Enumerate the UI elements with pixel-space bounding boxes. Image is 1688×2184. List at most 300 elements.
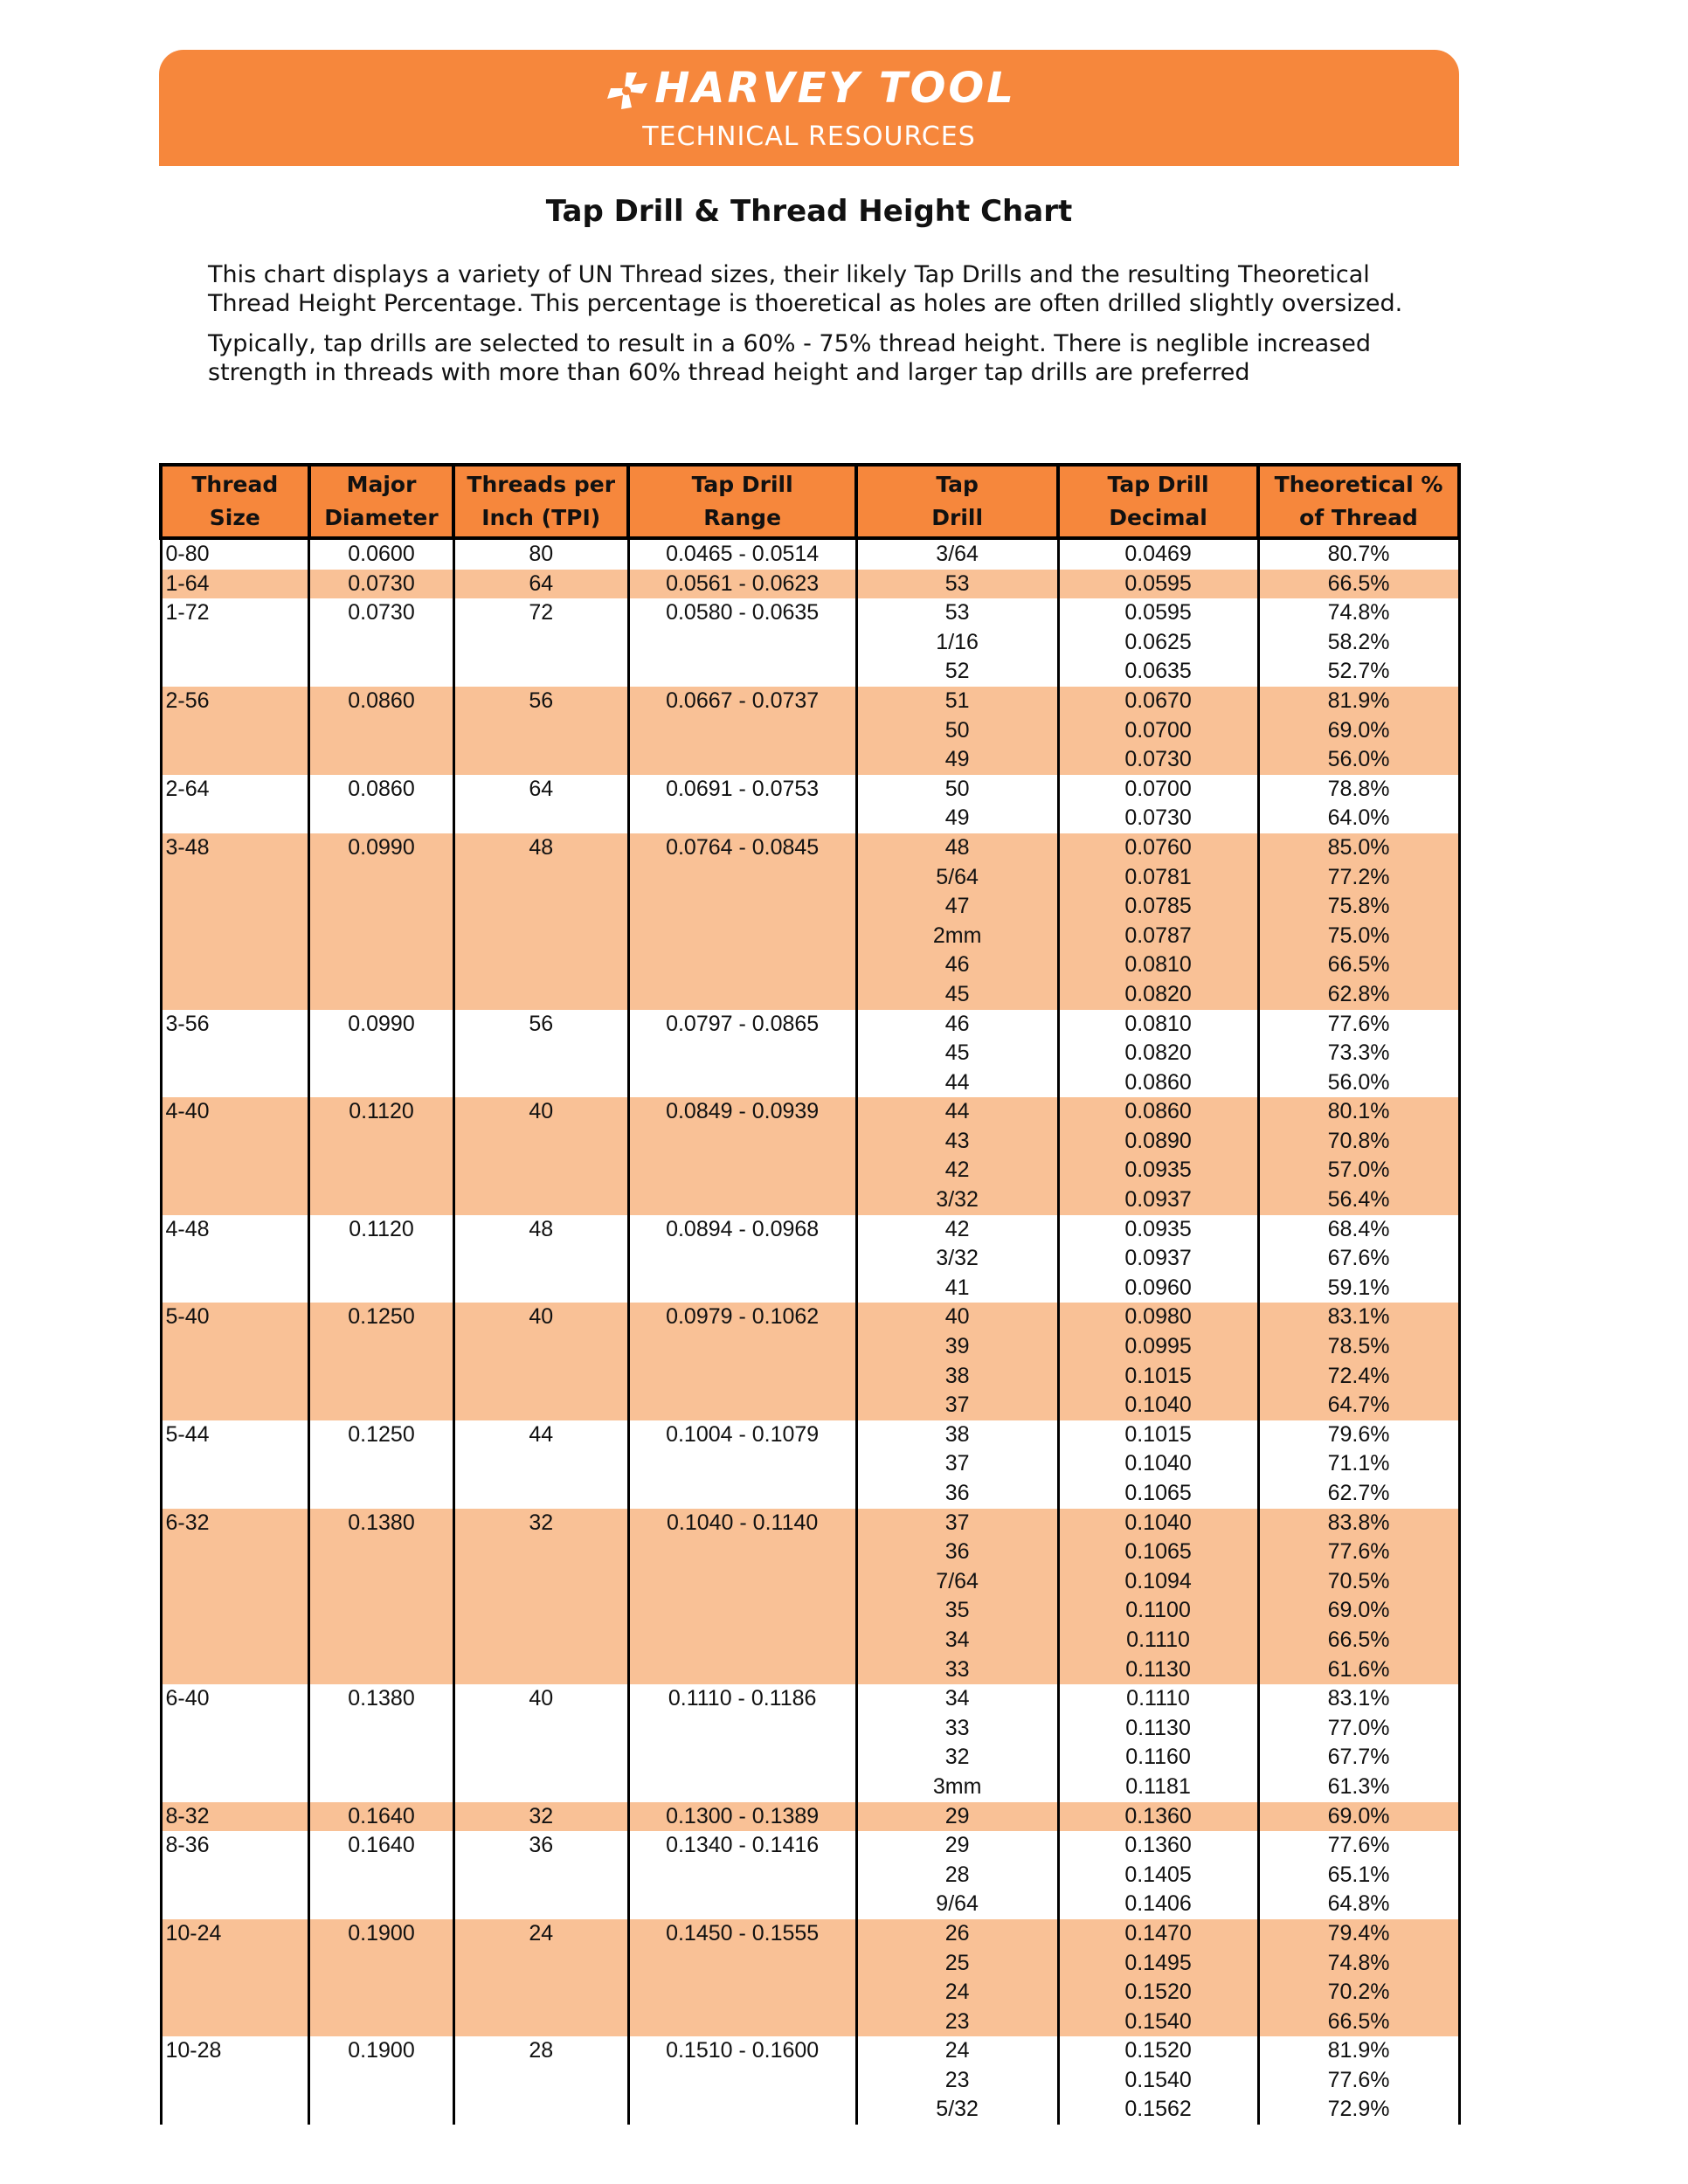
cell-value: 56.4% <box>1327 1187 1390 1213</box>
drill-decimal-cell <box>1058 1831 1258 1919</box>
drill-decimal-cell <box>1058 1509 1258 1685</box>
drill-range-cell: 0.1004 - 0.1079 <box>628 1420 856 1509</box>
tpi-cell: 80 <box>453 538 628 570</box>
cell-value: 0.1360 <box>1124 1803 1192 1828</box>
drill-range-cell: 0.1040 - 0.1140 <box>628 1509 856 1685</box>
major-diameter-cell: 0.1640 <box>309 1831 454 1919</box>
cell-value: 66.5% <box>1327 952 1390 978</box>
thread-percent-cell <box>1258 538 1459 570</box>
drill-range-cell: 0.1510 - 0.1600 <box>628 2036 856 2125</box>
cell-value: 5/64 <box>936 864 979 889</box>
cell-value: 77.6% <box>1327 1011 1390 1036</box>
table-row <box>161 2036 1459 2125</box>
cell-value: 75.8% <box>1327 894 1390 919</box>
cell-value: 83.1% <box>1327 1304 1390 1330</box>
drill-decimal-cell <box>1058 775 1258 833</box>
major-diameter-cell: 0.1250 <box>309 1420 454 1509</box>
tap-drill-cell <box>856 1010 1058 1098</box>
tap-drill-cell <box>856 538 1058 570</box>
cell-value: 52 <box>944 659 970 684</box>
cell-value: 77.2% <box>1327 864 1390 889</box>
drill-range-cell: 0.0667 - 0.0737 <box>628 687 856 775</box>
drill-decimal-cell <box>1058 1420 1258 1509</box>
intro-paragraph-2: Typically, tap drills are selected to result in a 60% - 75% thread height. There is neglible increased strength in threads with more than 60% thread height and larger tap drills are preferred <box>208 330 1372 386</box>
tap-drill-cell <box>856 1303 1058 1420</box>
cell-value: 69.0% <box>1327 1598 1390 1623</box>
cell-value: 0.0860 <box>1124 1099 1192 1124</box>
cell-value: 0.1470 <box>1124 1920 1192 1946</box>
cell-value: 0.0890 <box>1124 1128 1192 1153</box>
harvey-tool-logo <box>159 64 1459 113</box>
cutter-logo-icon <box>602 69 651 113</box>
cell-value: 7/64 <box>936 1568 979 1593</box>
cell-value: 66.5% <box>1327 2008 1390 2034</box>
cell-value: 45 <box>944 981 970 1006</box>
tap-drill-cell <box>856 1831 1058 1919</box>
cell-value: 43 <box>944 1128 970 1153</box>
logo-text: HARVEY TOOL <box>654 64 1016 113</box>
table-row <box>161 1802 1459 1832</box>
tpi-cell: 28 <box>453 2036 628 2125</box>
cell-value: 0.0820 <box>1124 1040 1192 1066</box>
cell-value: 36 <box>944 1481 970 1505</box>
cell-value: 50 <box>944 776 970 801</box>
cell-value: 2mm <box>932 923 982 948</box>
cell-value: 0.1130 <box>1125 1656 1191 1682</box>
cell-value: 85.0% <box>1327 834 1390 860</box>
cell-value: 0.1110 <box>1126 1686 1190 1711</box>
table-row <box>161 1303 1459 1420</box>
table-row <box>161 687 1459 775</box>
cell-value: 70.8% <box>1327 1128 1390 1153</box>
cell-value: 0.0785 <box>1124 894 1192 919</box>
drill-decimal-cell <box>1058 1684 1258 1801</box>
tpi-cell: 32 <box>453 1802 628 1832</box>
cell-value: 3/32 <box>936 1187 979 1213</box>
cell-value: 0.1540 <box>1124 2008 1192 2034</box>
cell-value: 56.0% <box>1327 1069 1390 1095</box>
thread-percent-cell <box>1258 1420 1459 1509</box>
tpi-cell: 48 <box>453 833 628 1010</box>
cell-value: 0.0937 <box>1124 1187 1192 1213</box>
cell-value: 68.4% <box>1327 1216 1390 1241</box>
cell-value: 46 <box>944 1011 970 1036</box>
cell-value: 64.7% <box>1327 1393 1390 1418</box>
cell-value: 9/64 <box>936 1891 979 1917</box>
cell-value: 0.1100 <box>1125 1598 1191 1623</box>
cell-value: 81.9% <box>1327 688 1390 713</box>
cell-value: 0.0625 <box>1124 629 1192 654</box>
cell-value: 44 <box>944 1069 970 1095</box>
cell-value: 0.0760 <box>1124 834 1192 860</box>
cell-value: 81.9% <box>1327 2038 1390 2063</box>
cell-value: 62.7% <box>1327 1481 1390 1505</box>
cell-value: 37 <box>944 1510 970 1535</box>
major-diameter-cell: 0.1380 <box>309 1509 454 1685</box>
tap-drill-cell <box>856 1919 1058 2036</box>
cell-value: 77.6% <box>1327 1833 1390 1858</box>
tap-drill-table <box>159 463 1461 2125</box>
cell-value: 0.1520 <box>1124 2038 1192 2063</box>
thread-percent-cell <box>1258 775 1459 833</box>
cell-value: 73.3% <box>1327 1040 1390 1066</box>
thread-percent-cell <box>1258 1097 1459 1214</box>
cell-value: 58.2% <box>1327 629 1390 654</box>
table-row <box>161 775 1459 833</box>
cell-value: 78.5% <box>1327 1334 1390 1359</box>
tap-drill-cell <box>856 1097 1058 1214</box>
header-tap-drill: Tap Drill <box>856 465 1058 538</box>
cell-value: 47 <box>944 894 970 919</box>
header-tap-drill-range: Tap Drill Range <box>628 465 856 538</box>
cell-value: 36 <box>944 1539 970 1565</box>
thread-size-cell: 3-48 <box>161 833 309 1010</box>
header-thread-percent: Theoretical % of Thread <box>1258 465 1459 538</box>
header-tap-drill-decimal: Tap Drill Decimal <box>1058 465 1258 538</box>
cell-value: 50 <box>944 717 970 743</box>
cell-value: 77.6% <box>1327 2067 1390 2092</box>
cell-value: 75.0% <box>1327 923 1390 948</box>
cell-value: 0.0820 <box>1124 981 1192 1006</box>
cell-value: 51 <box>944 688 970 713</box>
cell-value: 29 <box>944 1803 970 1828</box>
cell-value: 3/32 <box>936 1246 979 1271</box>
cell-value: 49 <box>944 805 970 831</box>
cell-value: 83.1% <box>1327 1686 1390 1711</box>
cell-value: 29 <box>944 1833 970 1858</box>
cell-value: 37 <box>944 1451 970 1476</box>
thread-size-cell: 10-24 <box>161 1919 309 2036</box>
cell-value: 41 <box>944 1275 970 1300</box>
header-major-diameter: Major Diameter <box>309 465 454 538</box>
thread-size-cell: 1-72 <box>161 598 309 687</box>
tap-drill-cell <box>856 833 1058 1010</box>
major-diameter-cell: 0.1120 <box>309 1215 454 1303</box>
table-row <box>161 1420 1459 1509</box>
cell-value: 77.0% <box>1327 1715 1390 1740</box>
cell-value: 24 <box>944 1980 970 2005</box>
drill-range-cell: 0.1340 - 0.1416 <box>628 1831 856 1919</box>
tap-drill-cell <box>856 775 1058 833</box>
drill-range-cell: 0.0580 - 0.0635 <box>628 598 856 687</box>
cell-value: 0.1495 <box>1124 1950 1192 1975</box>
major-diameter-cell: 0.0600 <box>309 538 454 570</box>
drill-decimal-cell <box>1058 1097 1258 1214</box>
cell-value: 83.8% <box>1327 1510 1390 1535</box>
table-row <box>161 538 1459 570</box>
thread-size-cell: 6-40 <box>161 1684 309 1801</box>
drill-range-cell: 0.0797 - 0.0865 <box>628 1010 856 1098</box>
thread-percent-cell <box>1258 1010 1459 1098</box>
tpi-cell: 64 <box>453 570 628 599</box>
cell-value: 45 <box>944 1040 970 1066</box>
thread-percent-cell <box>1258 1303 1459 1420</box>
table-header-row <box>161 465 1459 538</box>
tpi-cell: 40 <box>453 1097 628 1214</box>
drill-range-cell: 0.0465 - 0.0514 <box>628 538 856 570</box>
tpi-cell: 56 <box>453 1010 628 1098</box>
thread-percent-cell <box>1258 687 1459 775</box>
intro-text <box>208 260 1449 398</box>
drill-range-cell: 0.0849 - 0.0939 <box>628 1097 856 1214</box>
cell-value: 0.0960 <box>1124 1275 1192 1300</box>
cell-value: 61.6% <box>1327 1656 1390 1682</box>
thread-size-cell: 2-56 <box>161 687 309 775</box>
header-thread-size: Thread Size <box>161 465 309 538</box>
tpi-cell: 72 <box>453 598 628 687</box>
cell-value: 0.1015 <box>1124 1421 1192 1447</box>
cell-value: 69.0% <box>1327 1803 1390 1828</box>
cell-value: 32 <box>944 1745 970 1770</box>
cell-value: 64.8% <box>1327 1891 1390 1917</box>
cell-value: 3mm <box>932 1773 982 1799</box>
cell-value: 0.0810 <box>1124 1011 1192 1036</box>
thread-percent-cell <box>1258 1919 1459 2036</box>
drill-decimal-cell <box>1058 1215 1258 1303</box>
table-row <box>161 598 1459 687</box>
thread-size-cell: 5-40 <box>161 1303 309 1420</box>
thread-percent-cell <box>1258 1684 1459 1801</box>
major-diameter-cell: 0.1900 <box>309 1919 454 2036</box>
cell-value: 0.1160 <box>1125 1745 1191 1770</box>
cell-value: 0.1181 <box>1125 1773 1191 1799</box>
cell-value: 0.1065 <box>1124 1481 1192 1505</box>
cell-value: 0.0700 <box>1124 717 1192 743</box>
table-row <box>161 1684 1459 1801</box>
cell-value: 80.7% <box>1327 542 1390 566</box>
cell-value: 0.1405 <box>1124 1862 1192 1887</box>
tap-drill-cell <box>856 598 1058 687</box>
thread-size-cell: 10-28 <box>161 2036 309 2125</box>
cell-value: 0.0635 <box>1124 659 1192 684</box>
thread-percent-cell <box>1258 1509 1459 1685</box>
cell-value: 62.8% <box>1327 981 1390 1006</box>
thread-size-cell: 4-40 <box>161 1097 309 1214</box>
cell-value: 39 <box>944 1334 970 1359</box>
header-tpi: Threads per Inch (TPI) <box>453 465 628 538</box>
table-row <box>161 1919 1459 2036</box>
table-row <box>161 1509 1459 1685</box>
thread-percent-cell <box>1258 833 1459 1010</box>
thread-size-cell: 2-64 <box>161 775 309 833</box>
table-row <box>161 1215 1459 1303</box>
cell-value: 74.8% <box>1327 1950 1390 1975</box>
drill-range-cell: 0.0894 - 0.0968 <box>628 1215 856 1303</box>
cell-value: 26 <box>944 1920 970 1946</box>
major-diameter-cell: 0.1380 <box>309 1684 454 1801</box>
thread-percent-cell <box>1258 1831 1459 1919</box>
drill-decimal-cell <box>1058 1802 1258 1832</box>
drill-range-cell: 0.0691 - 0.0753 <box>628 775 856 833</box>
cell-value: 0.0670 <box>1124 688 1192 713</box>
cell-value: 42 <box>944 1158 970 1183</box>
tap-drill-cell <box>856 1509 1058 1685</box>
cell-value: 0.1015 <box>1124 1363 1192 1388</box>
cell-value: 34 <box>944 1686 970 1711</box>
major-diameter-cell: 0.0990 <box>309 833 454 1010</box>
thread-percent-cell <box>1258 1802 1459 1832</box>
cell-value: 0.0935 <box>1124 1216 1192 1241</box>
cell-value: 34 <box>944 1627 970 1652</box>
drill-range-cell: 0.1450 - 0.1555 <box>628 1919 856 2036</box>
header-banner <box>159 50 1459 166</box>
cell-value: 1/16 <box>936 629 979 654</box>
tap-drill-cell <box>856 1420 1058 1509</box>
cell-value: 38 <box>944 1363 970 1388</box>
page-title: Tap Drill & Thread Height Chart <box>545 194 1073 229</box>
cell-value: 79.6% <box>1327 1421 1390 1447</box>
cell-value: 0.1040 <box>1124 1451 1192 1476</box>
cell-value: 40 <box>944 1304 970 1330</box>
major-diameter-cell: 0.0990 <box>309 1010 454 1098</box>
cell-value: 0.1094 <box>1124 1568 1192 1593</box>
tpi-cell: 56 <box>453 687 628 775</box>
drill-range-cell: 0.1300 - 0.1389 <box>628 1802 856 1832</box>
cell-value: 25 <box>944 1950 970 1975</box>
cell-value: 67.7% <box>1327 1745 1390 1770</box>
thread-percent-cell <box>1258 2036 1459 2125</box>
table-row <box>161 570 1459 599</box>
cell-value: 0.1130 <box>1125 1715 1191 1740</box>
major-diameter-cell: 0.1900 <box>309 2036 454 2125</box>
thread-size-cell: 6-32 <box>161 1509 309 1685</box>
thread-size-cell: 8-36 <box>161 1831 309 1919</box>
drill-range-cell: 0.1110 - 0.1186 <box>628 1684 856 1801</box>
cell-value: 0.1520 <box>1124 1980 1192 2005</box>
tap-drill-cell <box>856 1215 1058 1303</box>
cell-value: 0.0935 <box>1124 1158 1192 1183</box>
cell-value: 49 <box>944 747 970 772</box>
cell-value: 0.1360 <box>1124 1833 1192 1858</box>
thread-size-cell: 8-32 <box>161 1802 309 1832</box>
cell-value: 80.1% <box>1327 1099 1390 1124</box>
table-row <box>161 1097 1459 1214</box>
drill-decimal-cell <box>1058 570 1258 599</box>
cell-value: 77.6% <box>1327 1539 1390 1565</box>
cell-value: 0.1406 <box>1124 1891 1192 1917</box>
major-diameter-cell: 0.0860 <box>309 687 454 775</box>
cell-value: 0.0700 <box>1124 776 1192 801</box>
tpi-cell: 48 <box>453 1215 628 1303</box>
cell-value: 44 <box>944 1099 970 1124</box>
tap-drill-cell <box>856 570 1058 599</box>
thread-percent-cell <box>1258 1215 1459 1303</box>
drill-decimal-cell <box>1058 833 1258 1010</box>
major-diameter-cell: 0.1250 <box>309 1303 454 1420</box>
tpi-cell: 32 <box>453 1509 628 1685</box>
cell-value: 0.1040 <box>1124 1393 1192 1418</box>
tpi-cell: 44 <box>453 1420 628 1509</box>
table-row <box>161 833 1459 1010</box>
cell-value: 61.3% <box>1327 1773 1390 1799</box>
cell-value: 0.1540 <box>1124 2067 1192 2092</box>
cell-value: 71.1% <box>1327 1451 1390 1476</box>
cell-value: 0.0595 <box>1124 570 1192 596</box>
table-row <box>161 1831 1459 1919</box>
cell-value: 59.1% <box>1327 1275 1390 1300</box>
cell-value: 67.6% <box>1327 1246 1390 1271</box>
cell-value: 0.0730 <box>1124 805 1192 831</box>
cell-value: 0.1065 <box>1124 1539 1192 1565</box>
cell-value: 35 <box>944 1598 970 1623</box>
cell-value: 24 <box>944 2038 970 2063</box>
cell-value: 53 <box>944 570 970 596</box>
cell-value: 33 <box>944 1715 970 1740</box>
cell-value: 3/64 <box>936 542 979 566</box>
cell-value: 56.0% <box>1327 747 1390 772</box>
cell-value: 64.0% <box>1327 805 1390 831</box>
drill-decimal-cell <box>1058 1303 1258 1420</box>
cell-value: 0.0937 <box>1124 1246 1192 1271</box>
cell-value: 0.0787 <box>1124 923 1192 948</box>
cell-value: 23 <box>944 2008 970 2034</box>
cell-value: 72.4% <box>1327 1363 1390 1388</box>
cell-value: 0.0469 <box>1124 542 1192 566</box>
cell-value: 66.5% <box>1327 1627 1390 1652</box>
major-diameter-cell: 0.1640 <box>309 1802 454 1832</box>
tap-drill-cell <box>856 1684 1058 1801</box>
drill-decimal-cell <box>1058 1919 1258 2036</box>
major-diameter-cell: 0.0730 <box>309 570 454 599</box>
cell-value: 52.7% <box>1327 659 1390 684</box>
tpi-cell: 40 <box>453 1684 628 1801</box>
drill-range-cell: 0.0561 - 0.0623 <box>628 570 856 599</box>
cell-value: 37 <box>944 1393 970 1418</box>
cell-value: 72.9% <box>1327 2097 1390 2122</box>
cell-value: 33 <box>944 1656 970 1682</box>
cell-value: 0.1110 <box>1126 1627 1190 1652</box>
tpi-cell: 36 <box>453 1831 628 1919</box>
tpi-cell: 64 <box>453 775 628 833</box>
cell-value: 53 <box>944 600 970 625</box>
cell-value: 0.0995 <box>1124 1334 1192 1359</box>
tap-drill-cell <box>856 2036 1058 2125</box>
cell-value: 65.1% <box>1327 1862 1390 1887</box>
tap-drill-cell <box>856 687 1058 775</box>
major-diameter-cell: 0.1120 <box>309 1097 454 1214</box>
drill-decimal-cell <box>1058 538 1258 570</box>
cell-value: 79.4% <box>1327 1920 1390 1946</box>
drill-decimal-cell <box>1058 2036 1258 2125</box>
banner-subtitle: TECHNICAL RESOURCES <box>642 121 976 152</box>
thread-size-cell: 4-48 <box>161 1215 309 1303</box>
cell-value: 28 <box>944 1862 970 1887</box>
tap-drill-cell <box>856 1802 1058 1832</box>
thread-percent-cell <box>1258 598 1459 687</box>
cell-value: 57.0% <box>1327 1158 1390 1183</box>
thread-size-cell: 3-56 <box>161 1010 309 1098</box>
drill-decimal-cell <box>1058 687 1258 775</box>
cell-value: 0.0980 <box>1124 1304 1192 1330</box>
thread-size-cell: 1-64 <box>161 570 309 599</box>
drill-decimal-cell <box>1058 1010 1258 1098</box>
drill-range-cell: 0.0764 - 0.0845 <box>628 833 856 1010</box>
thread-size-cell: 5-44 <box>161 1420 309 1509</box>
cell-value: 0.0860 <box>1124 1069 1192 1095</box>
tpi-cell: 24 <box>453 1919 628 2036</box>
cell-value: 42 <box>944 1216 970 1241</box>
tpi-cell: 40 <box>453 1303 628 1420</box>
cell-value: 66.5% <box>1327 570 1390 596</box>
major-diameter-cell: 0.0730 <box>309 598 454 687</box>
cell-value: 0.0781 <box>1124 864 1192 889</box>
cell-value: 74.8% <box>1327 600 1390 625</box>
thread-size-cell: 0-80 <box>161 538 309 570</box>
cell-value: 0.0730 <box>1124 747 1192 772</box>
cell-value: 48 <box>944 834 970 860</box>
cell-value: 0.1562 <box>1124 2097 1192 2122</box>
table-row <box>161 1010 1459 1098</box>
